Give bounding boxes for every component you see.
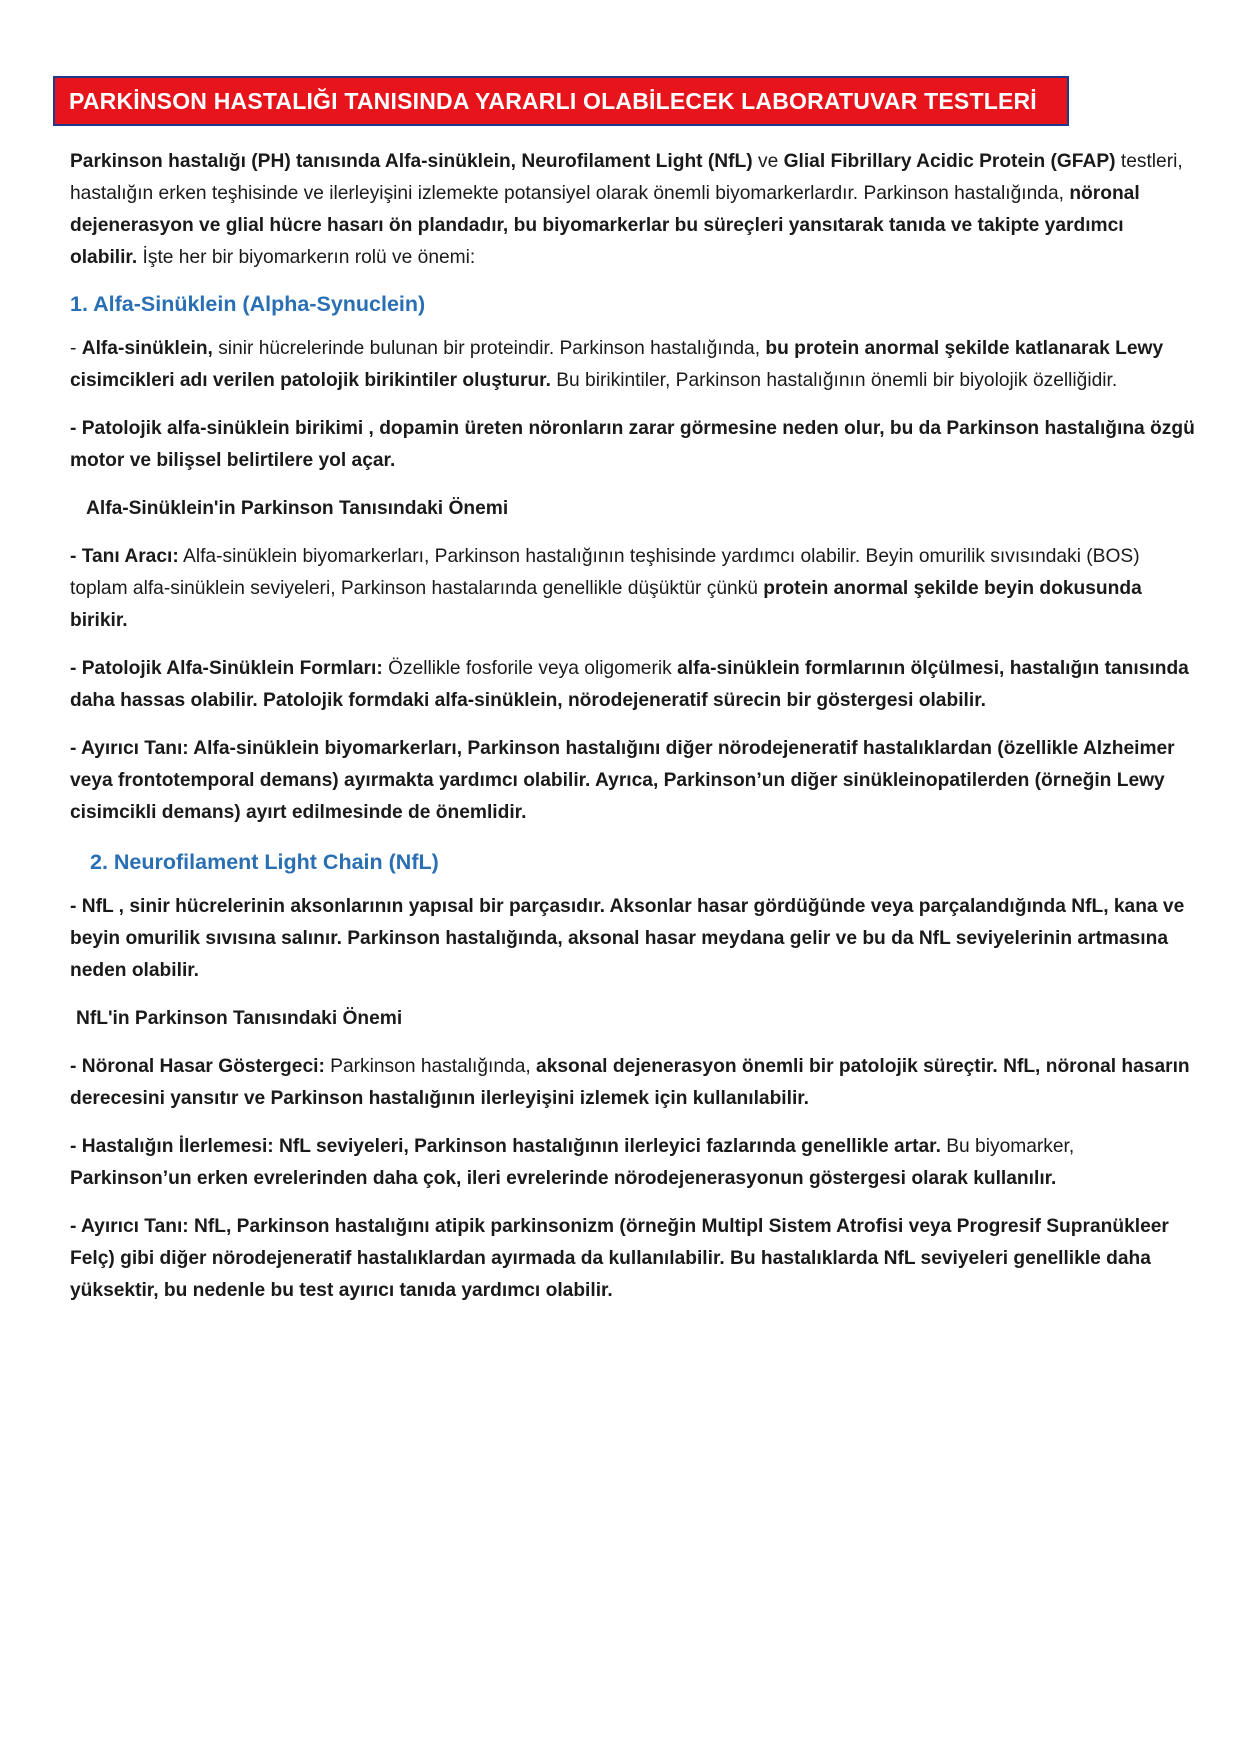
section-1-paragraph-1: [70, 333, 1195, 397]
section-1-paragraph-5: [70, 733, 1195, 829]
section-1-paragraph-2: [70, 413, 1195, 477]
s2p1-bold: - NfL , sinir hücrelerinin aksonlarının yapısal bir parçasıdır. Aksonlar hasar gördüğünde veya parçalandığında NfL, kana ve beyin omurilik sıvısına salınır. Parkinson hastalığında, aksonal hasar meydana gelir ve bu da NfL seviyelerinin artmasına neden olabilir.: [70, 896, 1185, 981]
s1p2-bold: - Patolojik alfa-sinüklein birikimi , dopamin üreten nöronların zarar görmesine neden olur, bu da Parkinson hastalığına özgü motor ve bilişsel belirtilere yol açar.: [70, 418, 1195, 471]
s2p4-bold: - Ayırıcı Tanı: NfL, Parkinson hastalığını atipik parkinsonizm (örneğin Multipl Sistem Atrofisi veya Progresif Supranükleer Felç) gibi diğer nörodejeneratif hastalıklardan ayırmada da kullanılabilir. Bu hastalıklarda NfL seviyeleri genellikle daha yüksektir, bu nedenle bu test ayırıcı tanıda yardımcı olabilir.: [70, 1216, 1169, 1301]
intro-text-1: ve: [752, 151, 784, 172]
section-1-paragraph-3: [70, 541, 1195, 637]
section-1-paragraph-4: [70, 653, 1195, 717]
s1-subheading-text: Alfa-Sinüklein'in Parkinson Tanısındaki Önemi: [86, 498, 509, 519]
intro-bold-3: nöronal dejenerasyon ve glial hücre hasarı ön plandadır, bu biyomarkerlar bu süreçleri yansıtarak tanıda ve takipte yardımcı olabilir.: [70, 183, 1140, 268]
s1p1-text-2: Bu birikintiler, Parkinson hastalığının önemli bir biyolojik özelliğidir.: [550, 370, 1118, 391]
document-title-banner: [53, 76, 1069, 126]
section-1-heading: 1. Alfa-Sinüklein (Alpha-Synuclein): [70, 292, 426, 316]
section-2-paragraph-1: [70, 891, 1195, 987]
s1p4-text: Özellikle fosforile veya oligomerik: [382, 658, 678, 679]
intro-bold-1: Parkinson hastalığı (PH) tanısında Alfa-sinüklein, Neurofilament Light (NfL): [70, 151, 753, 172]
s1p4-bold-1: - Patolojik Alfa-Sinüklein Formları:: [70, 658, 383, 679]
section-2-paragraph-4: [70, 1211, 1195, 1307]
section-2-paragraph-2: [70, 1051, 1195, 1115]
section-1-subheading: [70, 493, 1195, 525]
section-2-subheading: [70, 1003, 1195, 1035]
s1p1-bold-1: Alfa-sinüklein,: [81, 338, 213, 359]
intro-text-3: İşte her bir biyomarkerın rolü ve önemi:: [137, 247, 476, 268]
section-2-heading: 2. Neurofilament Light Chain (NfL): [90, 850, 439, 874]
s1p1-text-1: sinir hücrelerinde bulunan bir proteindir. Parkinson hastalığında,: [212, 338, 766, 359]
s2p2-bold-2: aksonal dejenerasyon önemli bir patolojik süreçtir. NfL, nöronal hasarın derecesini yansıtır ve Parkinson hastalığının ilerleyişini izlemek için kullanılabilir.: [70, 1056, 1190, 1109]
s1p5-bold: - Ayırıcı Tanı: Alfa-sinüklein biyomarkerları, Parkinson hastalığını diğer nörodejeneratif hastalıklardan (özellikle Alzheimer veya frontotemporal demans) ayırmakta yardımcı olabilir. Ayrıca, Parkinson’un diğer sinükleinopatilerden (örneğin Lewy cisimcikli demans) ayırt edilmesinde de önemlidir.: [70, 738, 1175, 823]
s2p3-bold-2: Parkinson’un erken evrelerinden daha çok, ileri evrelerinde nörodejenerasyonun göstergesi olarak kullanılır.: [70, 1168, 1057, 1189]
s2p2-text: Parkinson hastalığında,: [324, 1056, 537, 1077]
s2p2-bold-1: - Nöronal Hasar Göstergeci:: [70, 1056, 325, 1077]
s2p3-text: Bu biyomarker,: [940, 1136, 1075, 1157]
s1p1-bold-2: bu protein anormal şekilde katlanarak Lewy cisimcikleri adı verilen patolojik birikintiler oluşturur.: [70, 338, 1164, 391]
s1p1-dash: -: [70, 338, 82, 359]
document-body: [70, 146, 1195, 1323]
section-2-paragraph-3: [70, 1131, 1195, 1195]
document-title: PARKİNSON HASTALIĞI TANISINDA YARARLI OLABİLECEK LABORATUVAR TESTLERİ: [69, 87, 1037, 114]
s1p4-bold-2: alfa-sinüklein formlarının ölçülmesi, hastalığın tanısında daha hassas olabilir. Patolojik formdaki alfa-sinüklein, nörodejeneratif sürecin bir göstergesi olabilir.: [70, 658, 1189, 711]
s1p3-text: Alfa-sinüklein biyomarkerları, Parkinson hastalığının teşhisinde yardımcı olabilir. Beyin omurilik sıvısındaki (BOS) toplam alfa-sinüklein seviyeleri, Parkinson hastalarında genellikle düşüktür çünkü: [70, 546, 1140, 599]
intro-bold-2: Glial Fibrillary Acidic Protein (GFAP): [783, 151, 1116, 172]
s1p3-bold-1: - Tanı Aracı:: [70, 546, 179, 567]
s2p3-bold-1: - Hastalığın İlerlemesi: NfL seviyeleri, Parkinson hastalığının ilerleyici fazlarında genellikle artar.: [70, 1136, 941, 1157]
s1p3-bold-2: protein anormal şekilde beyin dokusunda birikir.: [70, 578, 1142, 631]
s2-subheading-text: NfL'in Parkinson Tanısındaki Önemi: [76, 1008, 403, 1029]
intro-text-2: testleri, hastalığın erken teşhisinde ve ilerleyişini izlemekte potansiyel olarak önemli biyomarkerlardır. Parkinson hastalığında,: [70, 151, 1183, 204]
intro-paragraph: [70, 146, 1195, 274]
